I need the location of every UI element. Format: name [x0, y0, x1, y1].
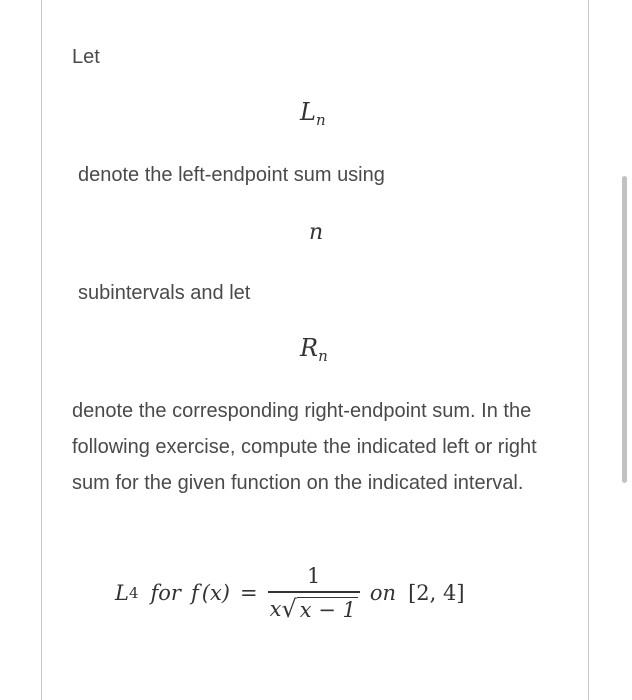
subscript-n: n — [315, 111, 326, 129]
formula-interval: [2, 4] — [408, 581, 465, 605]
formula-fraction — [268, 563, 360, 623]
radical-sign: √ — [281, 594, 297, 623]
formula-on: on — [369, 581, 397, 605]
fraction-denominator — [268, 593, 360, 623]
math-R-n — [300, 334, 328, 365]
math-L-n — [300, 98, 326, 129]
radicand: x − 1 — [297, 597, 358, 622]
fraction-numerator: 1 — [307, 564, 321, 589]
formula-f: f — [190, 581, 199, 605]
symbol-R: R — [300, 334, 319, 362]
square-root — [281, 596, 357, 622]
formula-equals: = — [239, 581, 258, 605]
subintervals-text: subintervals and let — [78, 282, 251, 304]
formula-arg: (x) — [201, 581, 230, 605]
vertical-scrollbar[interactable] — [622, 176, 627, 483]
formula-for: for — [150, 581, 181, 605]
intro-let-text: Let — [72, 46, 100, 68]
symbol-L: L — [300, 98, 316, 126]
subscript-n: n — [318, 347, 328, 365]
math-n: n — [309, 220, 324, 245]
denominator-x: x — [269, 596, 282, 621]
formula-L: L — [115, 581, 129, 605]
instructions-paragraph: denote the corresponding right-endpoint sum. In the following exercise, compute the indicated left or right sum for the given function on the indicated interval. — [72, 400, 537, 494]
left-endpoint-text: denote the left-endpoint sum using — [78, 164, 385, 186]
problem-formula: L 4 for f (x) = 1 x √ x − 1 on [2, 4] — [115, 564, 465, 623]
